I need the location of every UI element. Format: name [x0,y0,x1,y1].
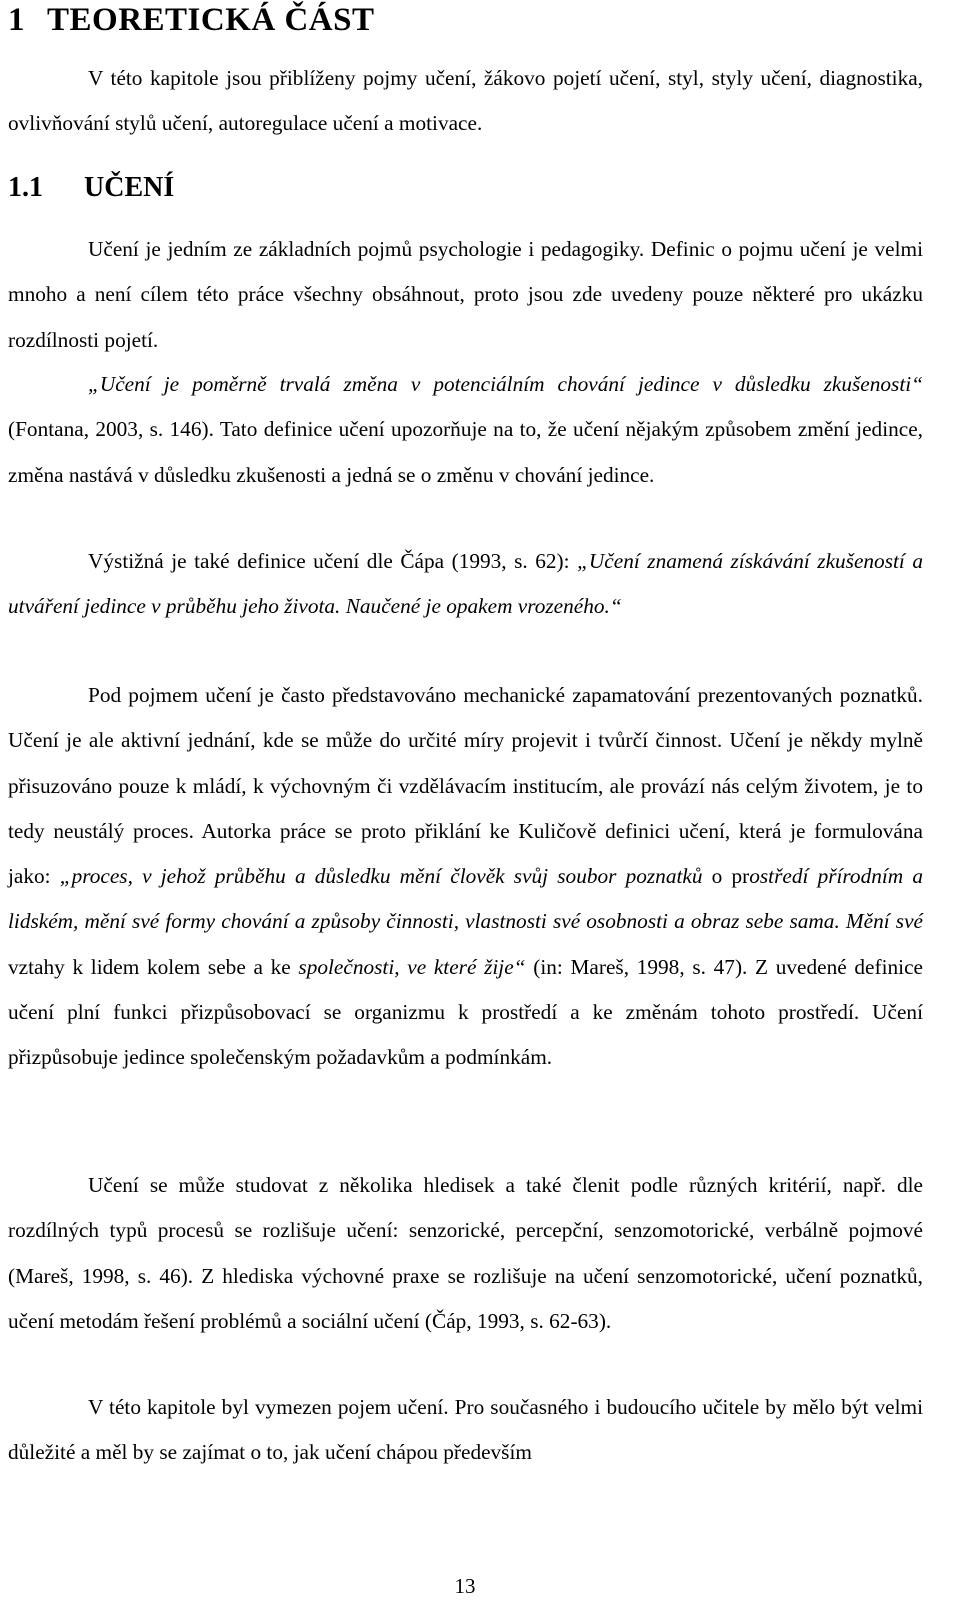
chapter-title: TEORETICKÁ ČÁST [47,2,375,38]
kulic-quote-3: společnosti, ve které žije“ [298,954,526,979]
chapter-heading [8,2,375,39]
mechanical-text-2: o pr [702,864,750,889]
cap-text: Výstižná je také definice učení dle Čápa (1993, s. 62): [88,549,578,573]
paragraph-fontana [8,362,923,498]
kulic-quote-1: „proces, v jehož průběhu a důsledku mění člověk svůj soubor poznatků [59,864,703,889]
paragraph-conclusion: V této kapitole byl vymezen pojem učení. Pro současného i budoucího učitele by mělo být velmi důležité a měl by se zajímat o to, jak učení chápou především [8,1395,923,1465]
section-number: 1.1 [8,172,43,203]
mechanical-text-3: vztahy k lidem kolem sebe a ke [8,954,299,979]
intro-paragraph: V této kapitole jsou přiblíženy pojmy učení, žákovo pojetí učení, styl, styly učení, diagnostika, ovlivňování stylů učení, autoregulace učení a motivace. [8,66,923,136]
fontana-text: (Fontana, 2003, s. 146). Tato definice učení upozorňuje na to, že učení nějakým způsobem změní jedince, změna nastává v důsledku zkušenosti a jedná se o změnu v chování jedince. [8,417,923,487]
section-title: UČENÍ [84,172,175,203]
paragraph-definitions: Učení je jedním ze základních pojmů psychologie i pedagogiky. Definic o pojmu učení je velmi mnoho a není cílem této práce všechny obsáhnout, proto jsou zde uvedeny pouze některé pro ukázku rozdílnosti pojetí. [8,237,923,352]
page-number: 13 [454,1574,476,1598]
mechanical-text-4: (in: Mareš, 1998, s. 47). Z uvedené definice učení plní funkci přizpůsobovací se organizmu k prostředí a ke změnám tohoto prostředí. Učení přizpůsobuje jedince společenským požadavkům a podmínkám. [8,954,923,1070]
mechanical-text-1: Pod pojmem učení je často představováno mechanické zapamatování prezentovaných poznatků. Učení je ale aktivní jednání, kde se může do určité míry projevit i tvůrčí činnost. Učení je někdy mylně přisuzováno pouze k mládí, k výchovným či vzdělávacím institucím, ale provází nás celým životem, je to tedy neustálý proces. Autorka práce se proto přiklání ke Kuličově definici učení, která je formulována jako: [8,683,923,889]
paragraph-cap [8,539,923,630]
chapter-number: 1 [8,2,25,38]
cap-quote: „Učení znamená získávání zkušeností a utváření jedince v průběhu jeho života. Naučené je opakem vrozeného.“ [8,549,923,619]
kulic-quote-2: ostředí přírodním a lidském, mění své formy chování a způsoby činnosti, vlastnosti své osobnosti a obraz sebe sama. Mění své [8,864,923,934]
paragraph-mechanical [8,673,923,1081]
fontana-quote: „Učení je poměrně trvalá změna v potenciálním chování jedince v důsledku zkušenosti“ [88,372,923,396]
paragraph-aspects: Učení se může studovat z několika hledisek a také členit podle různých kritérií, např. dle rozdílných typů procesů se rozlišuje učení: senzorické, percepční, senzomotorické, verbálně pojmové (Mareš, 1998, s. 46). Z hlediska výchovné praxe se rozlišuje na učení senzomotorické, učení poznatků, učení metodám řešení problémů a sociální učení (Čáp, 1993, s. 62-63). [8,1173,923,1333]
section-heading [8,172,174,204]
